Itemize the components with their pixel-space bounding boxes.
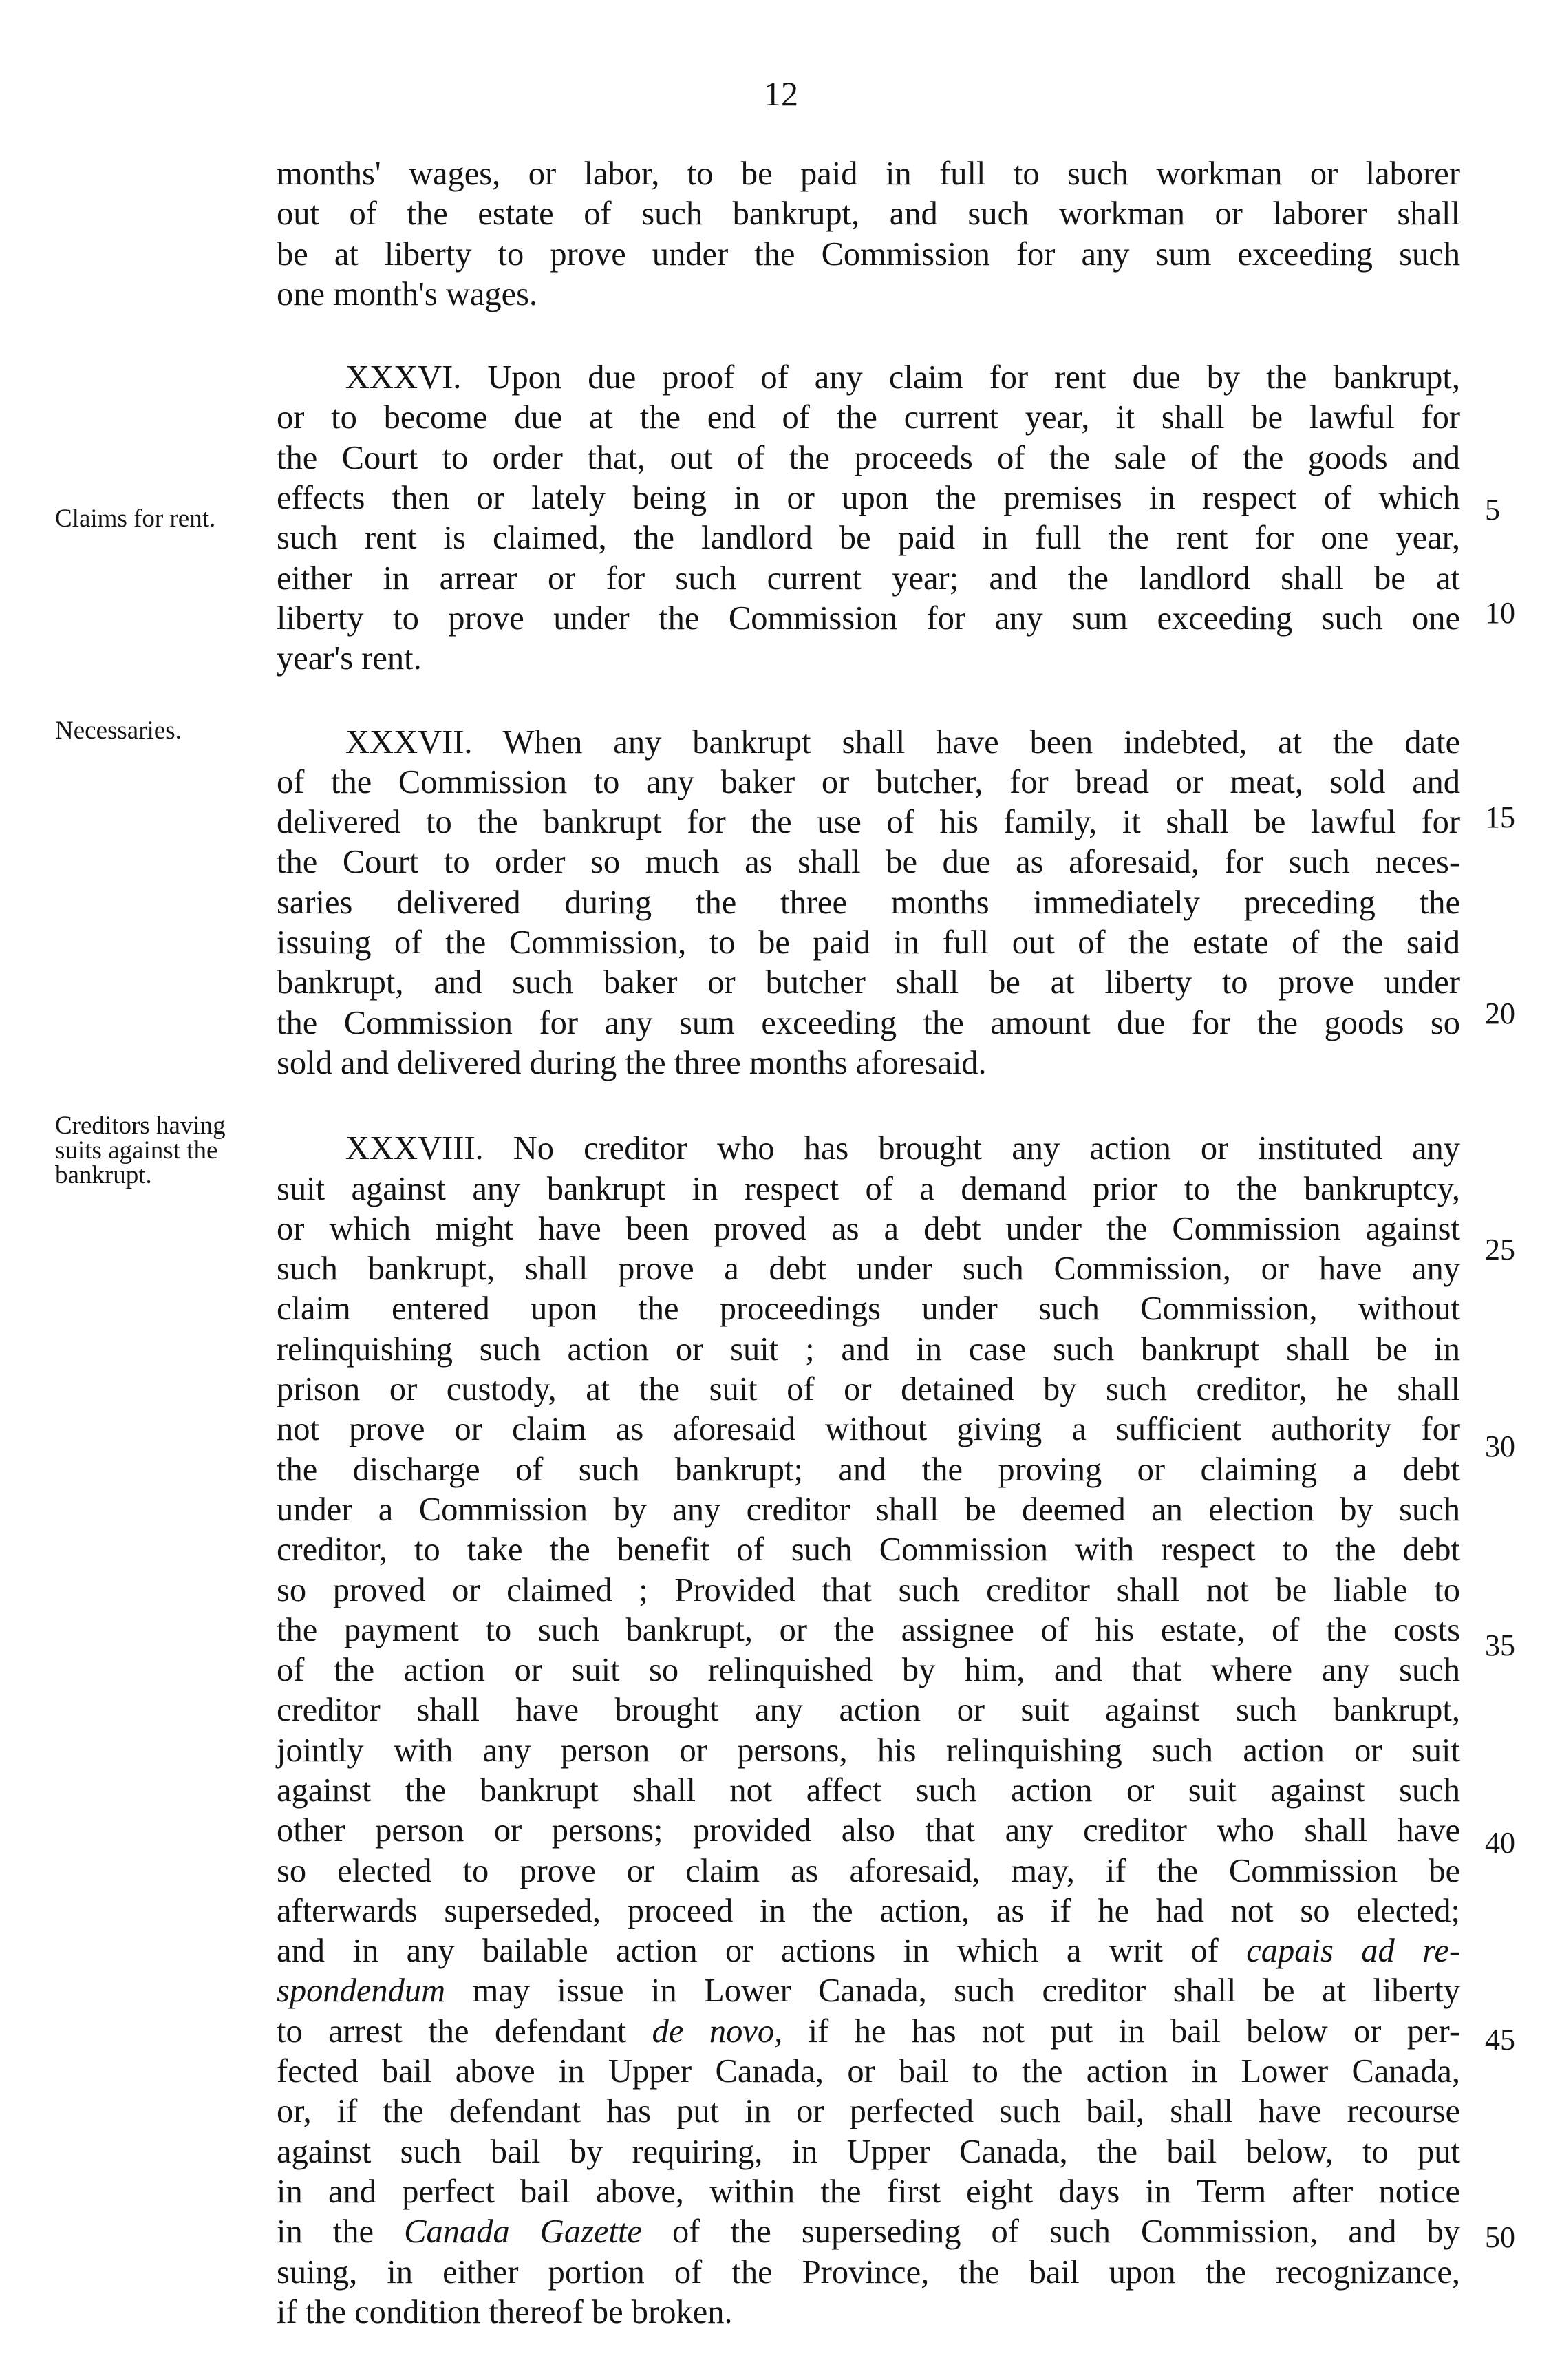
text-line: in and perfect bail above, within the first eight days in Term after notice: [277, 2173, 1460, 2210]
line-number: 5: [1485, 493, 1500, 527]
italic-phrase: Canada Gazette: [404, 2213, 642, 2251]
text-run: to arrest the defendant: [277, 2012, 627, 2050]
text-line: or, if the defendant has put in or perfected such bail, shall have recourse: [277, 2093, 1460, 2130]
text-line: such bankrupt, shall prove a debt under such Commission, or have any: [277, 1251, 1460, 1288]
text-line: [277, 2012, 1460, 2052]
line-number: 50: [1485, 2220, 1515, 2254]
text-line: against the bankrupt shall not affect such action or suit against such: [277, 1772, 1460, 1809]
line-number: 20: [1485, 997, 1515, 1030]
text-line: jointly with any person or persons, his relinquishing such action or suit: [277, 1732, 1460, 1769]
text-line: relinquishing such action or suit ; and in case such bankrupt shall be in: [277, 1330, 1460, 1368]
text-run: may issue in Lower Canada, such creditor shall be at liberty: [472, 1973, 1461, 2010]
text-line: or which might have been proved as a debt under the Commission against: [277, 1210, 1460, 1247]
text-line: [277, 1931, 1460, 1971]
line-number: 40: [1485, 1826, 1515, 1860]
text-line: year's rent.: [277, 640, 422, 677]
margin-note-creditors-having-suits: Creditors having suits against the bankrupt.: [55, 1112, 226, 1189]
text-line: XXXVIII. No creditor who has brought any action or instituted any: [345, 1130, 1460, 1167]
text-line: creditor shall have brought any action or suit against such bankrupt,: [277, 1692, 1460, 1729]
text-line: suit against any bankrupt in respect of a demand prior to the bankruptcy,: [277, 1170, 1460, 1207]
text-line: the Commission for any sum exceeding the amount due for the goods so: [277, 1004, 1460, 1041]
text-line: creditor, to take the benefit of such Commission with respect to the debt: [277, 1531, 1460, 1569]
text-line: sold and delivered during the three months aforesaid.: [277, 1044, 987, 1081]
text-line: [277, 2212, 1460, 2252]
text-line: liberty to prove under the Commission for any sum exceeding such one: [277, 599, 1460, 637]
section-xxxvii: [277, 723, 1460, 1084]
text-line: effects then or lately being in or upon the premises in respect of which: [277, 480, 1460, 517]
line-number: 25: [1485, 1233, 1515, 1266]
text-line: either in arrear or for such current year; and the landlord shall be at: [277, 560, 1460, 597]
text-line: months' wages, or labor, to be paid in full to such workman or laborer: [277, 156, 1460, 192]
line-number: 10: [1485, 596, 1515, 630]
text-line: delivered to the bankrupt for the use of his family, it shall be lawful for: [277, 804, 1460, 841]
text-line: such rent is claimed, the landlord be paid in full the rent for one year,: [277, 520, 1460, 557]
text-line: out of the estate of such bankrupt, and such workman or laborer shall: [277, 195, 1460, 233]
paragraph-continuation: [277, 154, 1460, 315]
section-xxxviii: [277, 1129, 1460, 2333]
line-number: 15: [1485, 800, 1515, 834]
text-line: so elected to prove or claim as aforesaid, may, if the Commission be: [277, 1852, 1460, 1889]
text-line: one month's wages.: [277, 275, 538, 312]
text-line: or to become due at the end of the current year, it shall be lawful for: [277, 399, 1460, 436]
text-run: in the: [277, 2213, 374, 2251]
line-number: 45: [1485, 2023, 1515, 2057]
text-run: of the superseding of such Commission, and by: [672, 2213, 1461, 2251]
italic-phrase: capais ad re-: [1246, 1933, 1461, 1970]
text-line: of the Commission to any baker or butcher, for bread or meat, sold and: [277, 763, 1460, 800]
text-line: other person or persons; provided also that any creditor who shall have: [277, 1812, 1460, 1849]
text-line: XXXVII. When any bankrupt shall have been indebted, at the date: [345, 723, 1460, 761]
text-line: the payment to such bankrupt, or the assignee of his estate, of the costs: [277, 1611, 1460, 1648]
margin-note-claims-for-rent: Claims for rent.: [55, 504, 216, 533]
text-run: and in any bailable action or actions in which a writ of: [277, 1933, 1219, 1970]
text-line: the discharge of such bankrupt; and the proving or claiming a debt: [277, 1451, 1460, 1488]
document-body: [277, 154, 1460, 2333]
text-line: be at liberty to prove under the Commission for any sum exceeding such: [277, 235, 1460, 273]
section-xxxvi: [277, 358, 1460, 679]
text-line: afterwards superseded, proceed in the action, as if he had not so elected;: [277, 1892, 1460, 1929]
text-line: claim entered upon the proceedings under such Commission, without: [277, 1290, 1460, 1328]
text-line: prison or custody, at the suit of or detained by such creditor, he shall: [277, 1371, 1460, 1408]
text-line: issuing of the Commission, to be paid in full out of the estate of the said: [277, 924, 1460, 961]
text-line: if the condition thereof be broken.: [277, 2293, 733, 2330]
page-number: 12: [764, 74, 798, 113]
text-line: under a Commission by any creditor shall be deemed an election by such: [277, 1491, 1460, 1528]
italic-phrase: de novo,: [652, 2012, 783, 2050]
text-run: if he has not put in bail below or per-: [808, 2012, 1460, 2050]
text-line: the Court to order that, out of the proceeds of the sale of the goods and: [277, 439, 1460, 476]
text-line: [277, 1971, 1460, 2011]
text-line: XXXVI. Upon due proof of any claim for rent due by the bankrupt,: [345, 359, 1460, 396]
italic-phrase: spondendum: [277, 1973, 446, 2010]
text-line: saries delivered during the three months immediately preceding the: [277, 884, 1460, 921]
text-line: so proved or claimed ; Provided that such creditor shall not be liable to: [277, 1571, 1460, 1608]
text-line: fected bail above in Upper Canada, or bail to the action in Lower Canada,: [277, 2053, 1460, 2090]
text-line: bankrupt, and such baker or butcher shall be at liberty to prove under: [277, 964, 1460, 1001]
text-line: suing, in either portion of the Province, the bail upon the recognizance,: [277, 2253, 1460, 2291]
text-line: the Court to order so much as shall be due as aforesaid, for such neces-: [277, 844, 1460, 881]
margin-note-necessaries: Necessaries.: [55, 716, 182, 745]
text-line: against such bail by requiring, in Upper Canada, the bail below, to put: [277, 2133, 1460, 2170]
line-number: 35: [1485, 1628, 1515, 1662]
text-line: not prove or claim as aforesaid without giving a sufficient authority for: [277, 1411, 1460, 1448]
text-line: of the action or suit so relinquished by him, and that where any such: [277, 1652, 1460, 1689]
line-number: 30: [1485, 1430, 1515, 1463]
